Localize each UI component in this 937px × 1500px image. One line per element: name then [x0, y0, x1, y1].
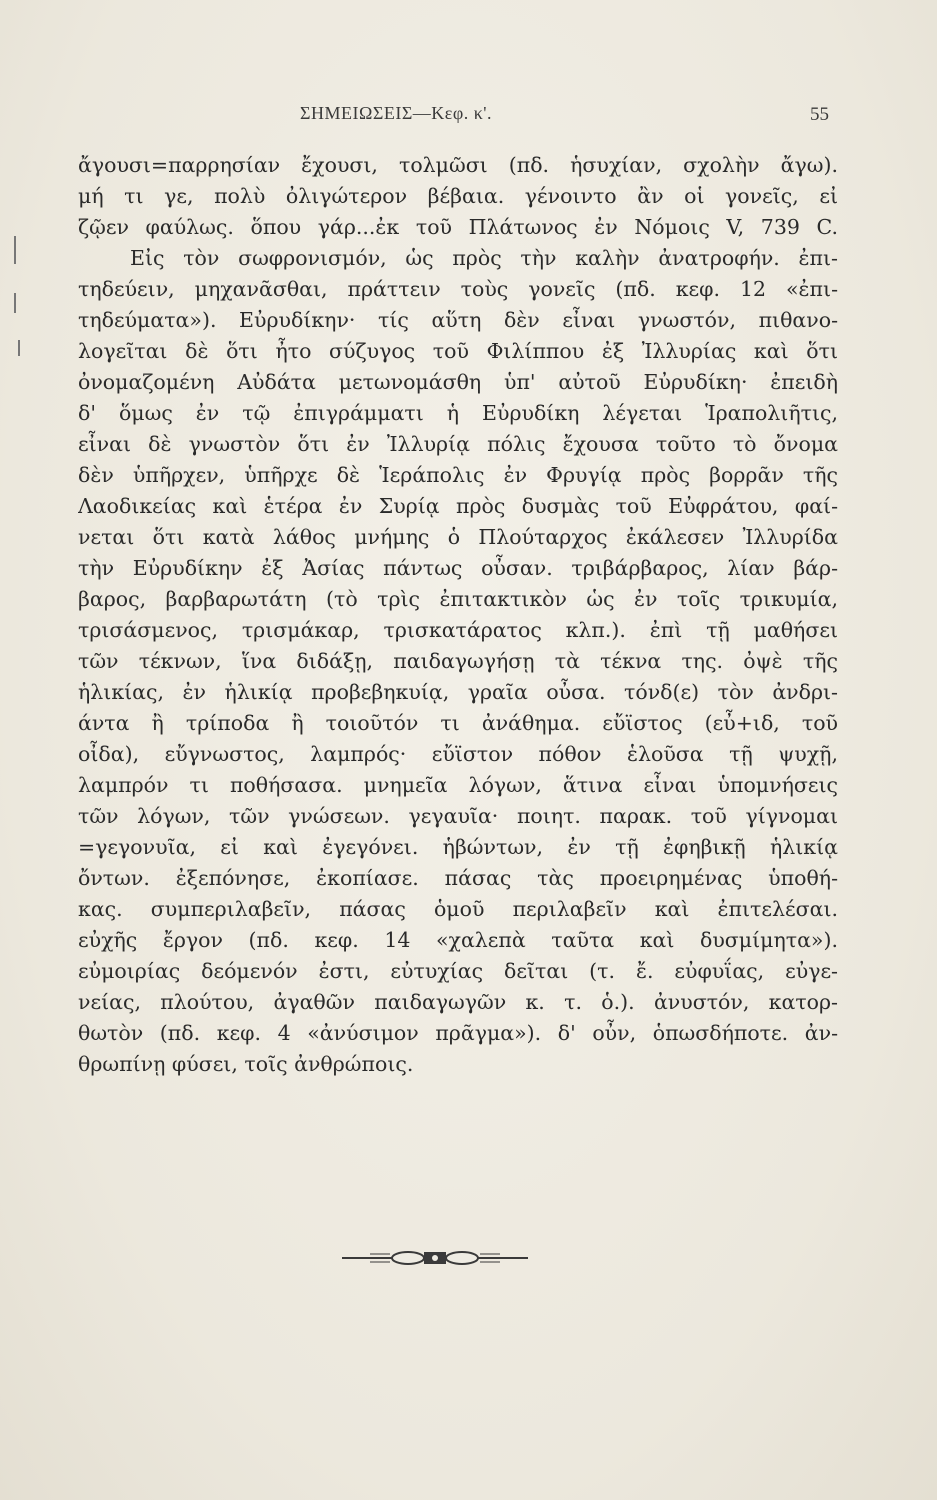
- text-line: θρωπίνῃ φύσει, τοῖς ἀνθρώποις.: [78, 1052, 414, 1076]
- margin-mark: [18, 340, 20, 356]
- text-line: οἶδα), εὔγνωστος, λαμπρός· εὔϊστον πόθον ἑλοῦσα τῇ ψυχῇ,: [78, 742, 838, 766]
- text-line: Λαοδικείας καὶ ἑτέρα ἐν Συρίᾳ πρὸς δυσμὰς τοῦ Εὐφράτου, φαί-: [78, 494, 838, 518]
- text-line: μή τι γε, πολὺ ὀλιγώτερον βέβαια. γένοιντο ἂν οἱ γονεῖς, εἰ: [78, 184, 838, 208]
- text-line: =γεγονυῖα, εἰ καὶ ἐγεγόνει. ἡβώντων, ἐν τῇ ἐφηβικῇ ἡλικίᾳ: [78, 835, 838, 859]
- text-line: δ' ὅμως ἐν τῷ ἐπιγράμματι ἡ Εὐρυδίκη λέγεται Ἱραπολιῆτις,: [78, 401, 838, 425]
- text-line: λαμπρόν τι ποθήσασα. μνημεῖα λόγων, ἅτινα εἶναι ὑπομνήσεις: [78, 773, 838, 797]
- text-line: εἶναι δὲ γνωστὸν ὅτι ἐν Ἰλλυρίᾳ πόλις ἔχουσα τοῦτο τὸ ὄνομα: [78, 432, 838, 456]
- text-line: βαρος, βαρβαρωτάτη (τὸ τρὶς ἐπιτακτικὸν ὡς ἐν τοῖς τρικυμία,: [78, 587, 838, 611]
- text-line: τῶν τέκνων, ἵνα διδάξῃ, παιδαγωγήσῃ τὰ τέκνα της. ὀψὲ τῆς: [78, 649, 838, 673]
- text-line: ἡλικίας, ἐν ἡλικίᾳ προβεβηκυίᾳ, γραῖα οὖσα. τόνδ(ε) τὸν ἀνδρι-: [78, 680, 838, 704]
- text-line: εὐχῆς ἔργον (πδ. κεφ. 14 «χαλεπὰ ταῦτα καὶ δυσμίμητα»).: [78, 928, 838, 952]
- text-line: ζῷεν φαύλως. ὅπου γάρ...ἐκ τοῦ Πλάτωνος ἐν Νόμοις V, 739 C.: [78, 215, 838, 239]
- page-number: 55: [810, 104, 829, 125]
- ornament-divider-icon: [340, 1248, 530, 1268]
- text-line: τῶν λόγων, τῶν γνώσεων. γεγαυῖα· ποιητ. παρακ. τοῦ γίγνομαι: [78, 804, 838, 828]
- text-line: άντα ἢ τρίποδα ἢ τοιοῦτόν τι ἀνάθημα. εὔϊστος (εὖ+ιδ, τοῦ: [78, 711, 838, 735]
- margin-mark: [14, 293, 16, 313]
- text-line: ὀνομαζομένη Αὐδάτα μετωνομάσθη ὑπ' αὐτοῦ Εὐρυδίκη· ἐπειδὴ: [78, 370, 838, 394]
- text-line: κας. συμπεριλαβεῖν, πάσας ὁμοῦ περιλαβεῖν καὶ ἐπιτελέσαι.: [78, 897, 838, 921]
- text-line: ὄντων. ἐξεπόνησε, ἐκοπίασε. πάσας τὰς προειρημένας ὑποθή-: [78, 866, 838, 890]
- running-title: ΣΗΜΕΙΩΣΕΙΣ—Κεφ. κ'.: [300, 103, 493, 123]
- text-line: τηδεύματα»). Εὐρυδίκην· τίς αὕτη δὲν εἶναι γνωστόν, πιθανο-: [78, 308, 838, 332]
- text-line: εὐμοιρίας δεόμενόν ἐστι, εὐτυχίας δεῖται (τ. ἔ. εὐφυΐας, εὐγε-: [78, 959, 838, 983]
- text-line: τὴν Εὐρυδίκην ἐξ Ἀσίας πάντως οὖσαν. τριβάρβαρος, λίαν βάρ-: [78, 556, 838, 580]
- text-line: ἄγουσι=παρρησίαν ἔχουσι, τολμῶσι (πδ. ἡσυχίαν, σχολὴν ἄγω).: [78, 153, 838, 177]
- text-line: νεται ὅτι κατὰ λάθος μνήμης ὁ Πλούταρχος ἐκάλεσεν Ἰλλυρίδα: [78, 525, 838, 549]
- text-line: δὲν ὑπῆρχεν, ὑπῆρχε δὲ Ἱεράπολις ἐν Φρυγίᾳ πρὸς βορρᾶν τῆς: [78, 463, 838, 487]
- margin-mark: [14, 236, 16, 264]
- text-line: Εἰς τὸν σωφρονισμόν, ὡς πρὸς τὴν καλὴν ἀνατροφήν. ἐπι-: [130, 246, 838, 270]
- text-line: νείας, πλούτου, ἀγαθῶν παιδαγωγῶν κ. τ. ὁ.). ἀνυστόν, κατορ-: [78, 990, 838, 1014]
- text-line: τρισάσμενος, τρισμάκαρ, τρισκατάρατος κλπ.). ἐπὶ τῇ μαθήσει: [78, 618, 838, 642]
- text-line: θωτὸν (πδ. κεφ. 4 «ἀνύσιμον πρᾶγμα»). δ' οὖν, ὁπωσδήποτε. ἀν-: [78, 1021, 838, 1045]
- text-line: λογεῖται δὲ ὅτι ἦτο σύζυγος τοῦ Φιλίππου ἐξ Ἰλλυρίας καὶ ὅτι: [78, 339, 838, 363]
- notes-body: [78, 150, 838, 1080]
- text-line: τηδεύειν, μηχανᾶσθαι, πράττειν τοὺς γονεῖς (πδ. κεφ. 12 «ἐπι-: [78, 277, 838, 301]
